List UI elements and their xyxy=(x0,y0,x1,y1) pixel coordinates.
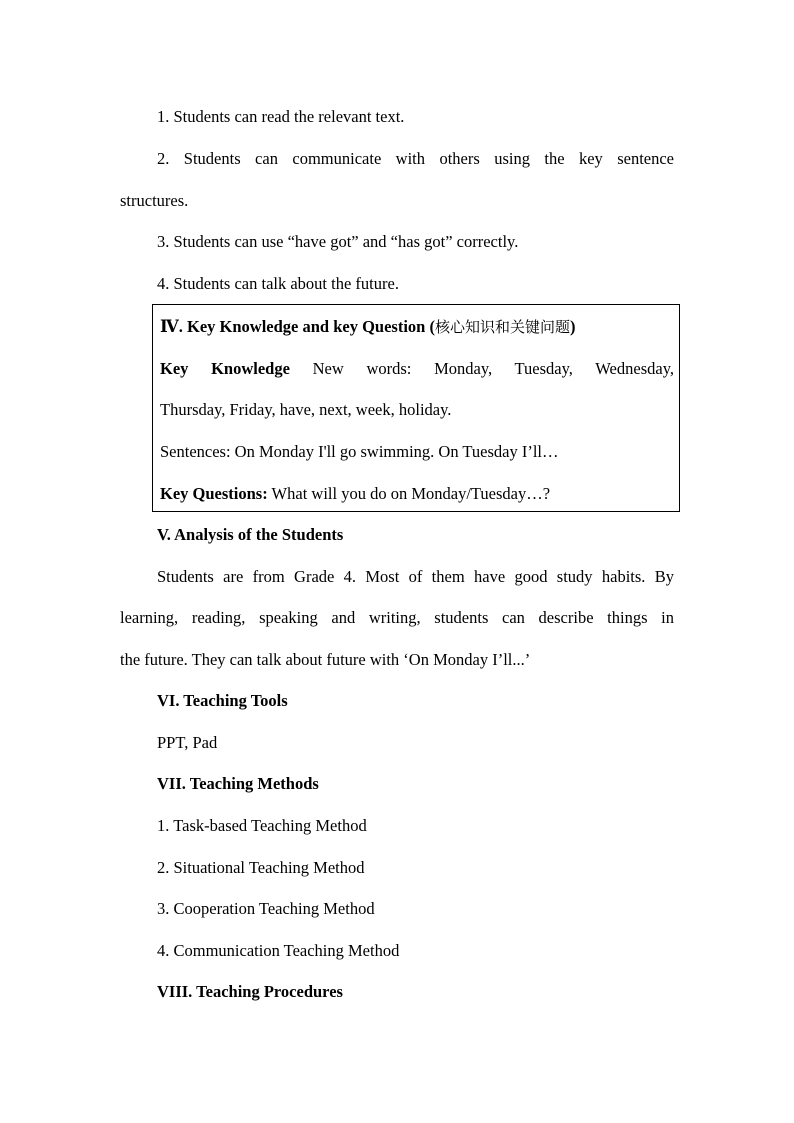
objective-2: 2. Students can communicate with others using the key sentence xyxy=(157,149,674,168)
key-knowledge-text: New words: Monday, Tuesday, Wednesday, xyxy=(289,359,674,378)
analysis-p1: Students are from Grade 4. Most of them have good study habits. By xyxy=(157,567,674,586)
key-box-heading-text: Key Knowledge and key Question ( xyxy=(182,317,435,336)
method-item-1: 1. Task-based Teaching Method xyxy=(157,816,367,835)
methods-heading: VII. Teaching Methods xyxy=(157,774,319,793)
tools-text: PPT, Pad xyxy=(157,733,218,752)
objective-1: 1. Students can read the relevant text. xyxy=(157,107,405,126)
key-box-heading xyxy=(160,317,674,337)
key-knowledge-line xyxy=(160,359,674,379)
key-box-heading-roman: Ⅳ. xyxy=(160,317,183,336)
objective-4: 4. Students can talk about the future. xyxy=(157,274,399,293)
objective-2-cont: structures. xyxy=(120,191,189,210)
method-item-3: 3. Cooperation Teaching Method xyxy=(157,899,375,918)
key-knowledge-cont: Thursday, Friday, have, next, week, holiday. xyxy=(160,400,452,419)
analysis-p3: the future. They can talk about future with ‘On Monday I’ll...’ xyxy=(120,650,531,669)
analysis-heading: V. Analysis of the Students xyxy=(157,525,344,544)
method-item-2: 2. Situational Teaching Method xyxy=(157,858,365,877)
key-box-heading-cjk: 核心知识和关键问题 xyxy=(434,318,570,336)
method-item-4: 4. Communication Teaching Method xyxy=(157,941,400,960)
key-questions-text: What will you do on Monday/Tuesday…? xyxy=(267,484,551,503)
key-box-heading-close: ) xyxy=(569,317,576,336)
key-sentences: Sentences: On Monday I'll go swimming. On Tuesday I’ll… xyxy=(160,442,559,461)
key-knowledge-label: Key Knowledge xyxy=(160,359,290,378)
tools-heading: VI. Teaching Tools xyxy=(157,691,288,710)
key-questions-line xyxy=(160,484,674,504)
key-knowledge-box xyxy=(152,304,680,512)
key-questions-label: Key Questions: xyxy=(160,484,268,503)
analysis-p2: learning, reading, speaking and writing, students can describe things in xyxy=(120,608,674,627)
objective-3: 3. Students can use “have got” and “has got” correctly. xyxy=(157,232,519,251)
procedures-heading: VIII. Teaching Procedures xyxy=(157,982,343,1001)
